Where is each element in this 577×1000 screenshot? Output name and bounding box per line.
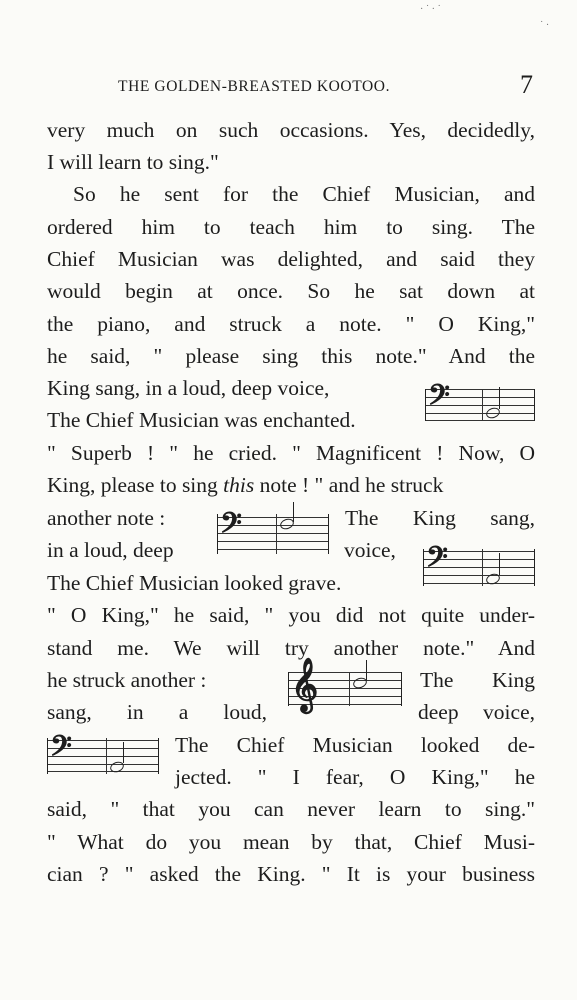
bass-clef-icon: 𝄢 bbox=[220, 509, 242, 546]
print-speckles: ˙ · bbox=[540, 20, 550, 31]
text-line: the piano, and struck a note. " O King," bbox=[47, 312, 535, 336]
text-run: King, please to sing bbox=[47, 473, 224, 497]
text-line: The Chief Musician looked de- bbox=[175, 733, 535, 757]
text-line: " What do you mean by that, Chief Musi- bbox=[47, 830, 535, 854]
text-line: he said, " please sing this note." And the bbox=[47, 344, 535, 368]
bass-clef-icon: 𝄢 bbox=[50, 732, 72, 769]
text-line: cian ? " asked the King. " It is your business bbox=[47, 862, 535, 886]
text-line: The King bbox=[420, 668, 535, 692]
note-stem bbox=[366, 660, 367, 680]
text-line: another note : bbox=[47, 506, 166, 530]
text-line: The Chief Musician was enchanted. bbox=[47, 408, 356, 432]
text-line: very much on such occasions. Yes, decidedly, bbox=[47, 118, 535, 142]
bass-clef-icon: 𝄢 bbox=[426, 543, 448, 580]
text-run: note ! " and he struck bbox=[254, 473, 444, 497]
note-stem bbox=[499, 387, 500, 409]
music-staff bbox=[425, 381, 535, 421]
text-line: said, " that you can never learn to sing." bbox=[47, 797, 535, 821]
text-line: " O King," he said, " you did not quite under- bbox=[47, 603, 535, 627]
page-number: 7 bbox=[520, 70, 533, 99]
music-staff bbox=[217, 509, 329, 554]
italic-emphasis: this bbox=[223, 473, 255, 497]
text-line: he struck another : bbox=[47, 668, 207, 692]
text-line: Chief Musician was delighted, and said they bbox=[47, 247, 535, 271]
text-line: sang, in a loud, bbox=[47, 700, 267, 724]
text-line: So he sent for the Chief Musician, and bbox=[73, 182, 535, 206]
text-line: The Chief Musician looked grave. bbox=[47, 571, 342, 595]
text-line: voice, bbox=[344, 538, 396, 562]
text-line: in a loud, deep bbox=[47, 538, 174, 562]
note-stem bbox=[123, 742, 124, 763]
running-title: THE GOLDEN-BREASTED KOOTOO. bbox=[118, 78, 391, 95]
text-line bbox=[47, 475, 443, 497]
note-stem bbox=[499, 553, 500, 575]
music-staff bbox=[47, 732, 159, 774]
bass-clef-icon: 𝄢 bbox=[428, 381, 450, 418]
text-line: stand me. We will try another note." And bbox=[47, 636, 535, 660]
text-line: jected. " I fear, O King," he bbox=[175, 765, 535, 789]
text-line: ordered him to teach him to sing. The bbox=[47, 215, 535, 239]
text-line: deep voice, bbox=[418, 700, 535, 724]
text-line: I will learn to sing." bbox=[47, 150, 219, 174]
music-staff bbox=[288, 659, 402, 710]
print-speckles: · ˙ · ˙ bbox=[420, 4, 441, 15]
text-line: King sang, in a loud, deep voice, bbox=[47, 376, 330, 400]
music-staff bbox=[423, 543, 535, 586]
text-line: " Superb ! " he cried. " Magnificent ! Now, O bbox=[47, 441, 535, 465]
text-line: would begin at once. So he sat down at bbox=[47, 279, 535, 303]
treble-clef-icon: 𝄞 bbox=[291, 659, 319, 710]
note-stem bbox=[293, 502, 294, 522]
text-line: The King sang, bbox=[345, 506, 535, 530]
